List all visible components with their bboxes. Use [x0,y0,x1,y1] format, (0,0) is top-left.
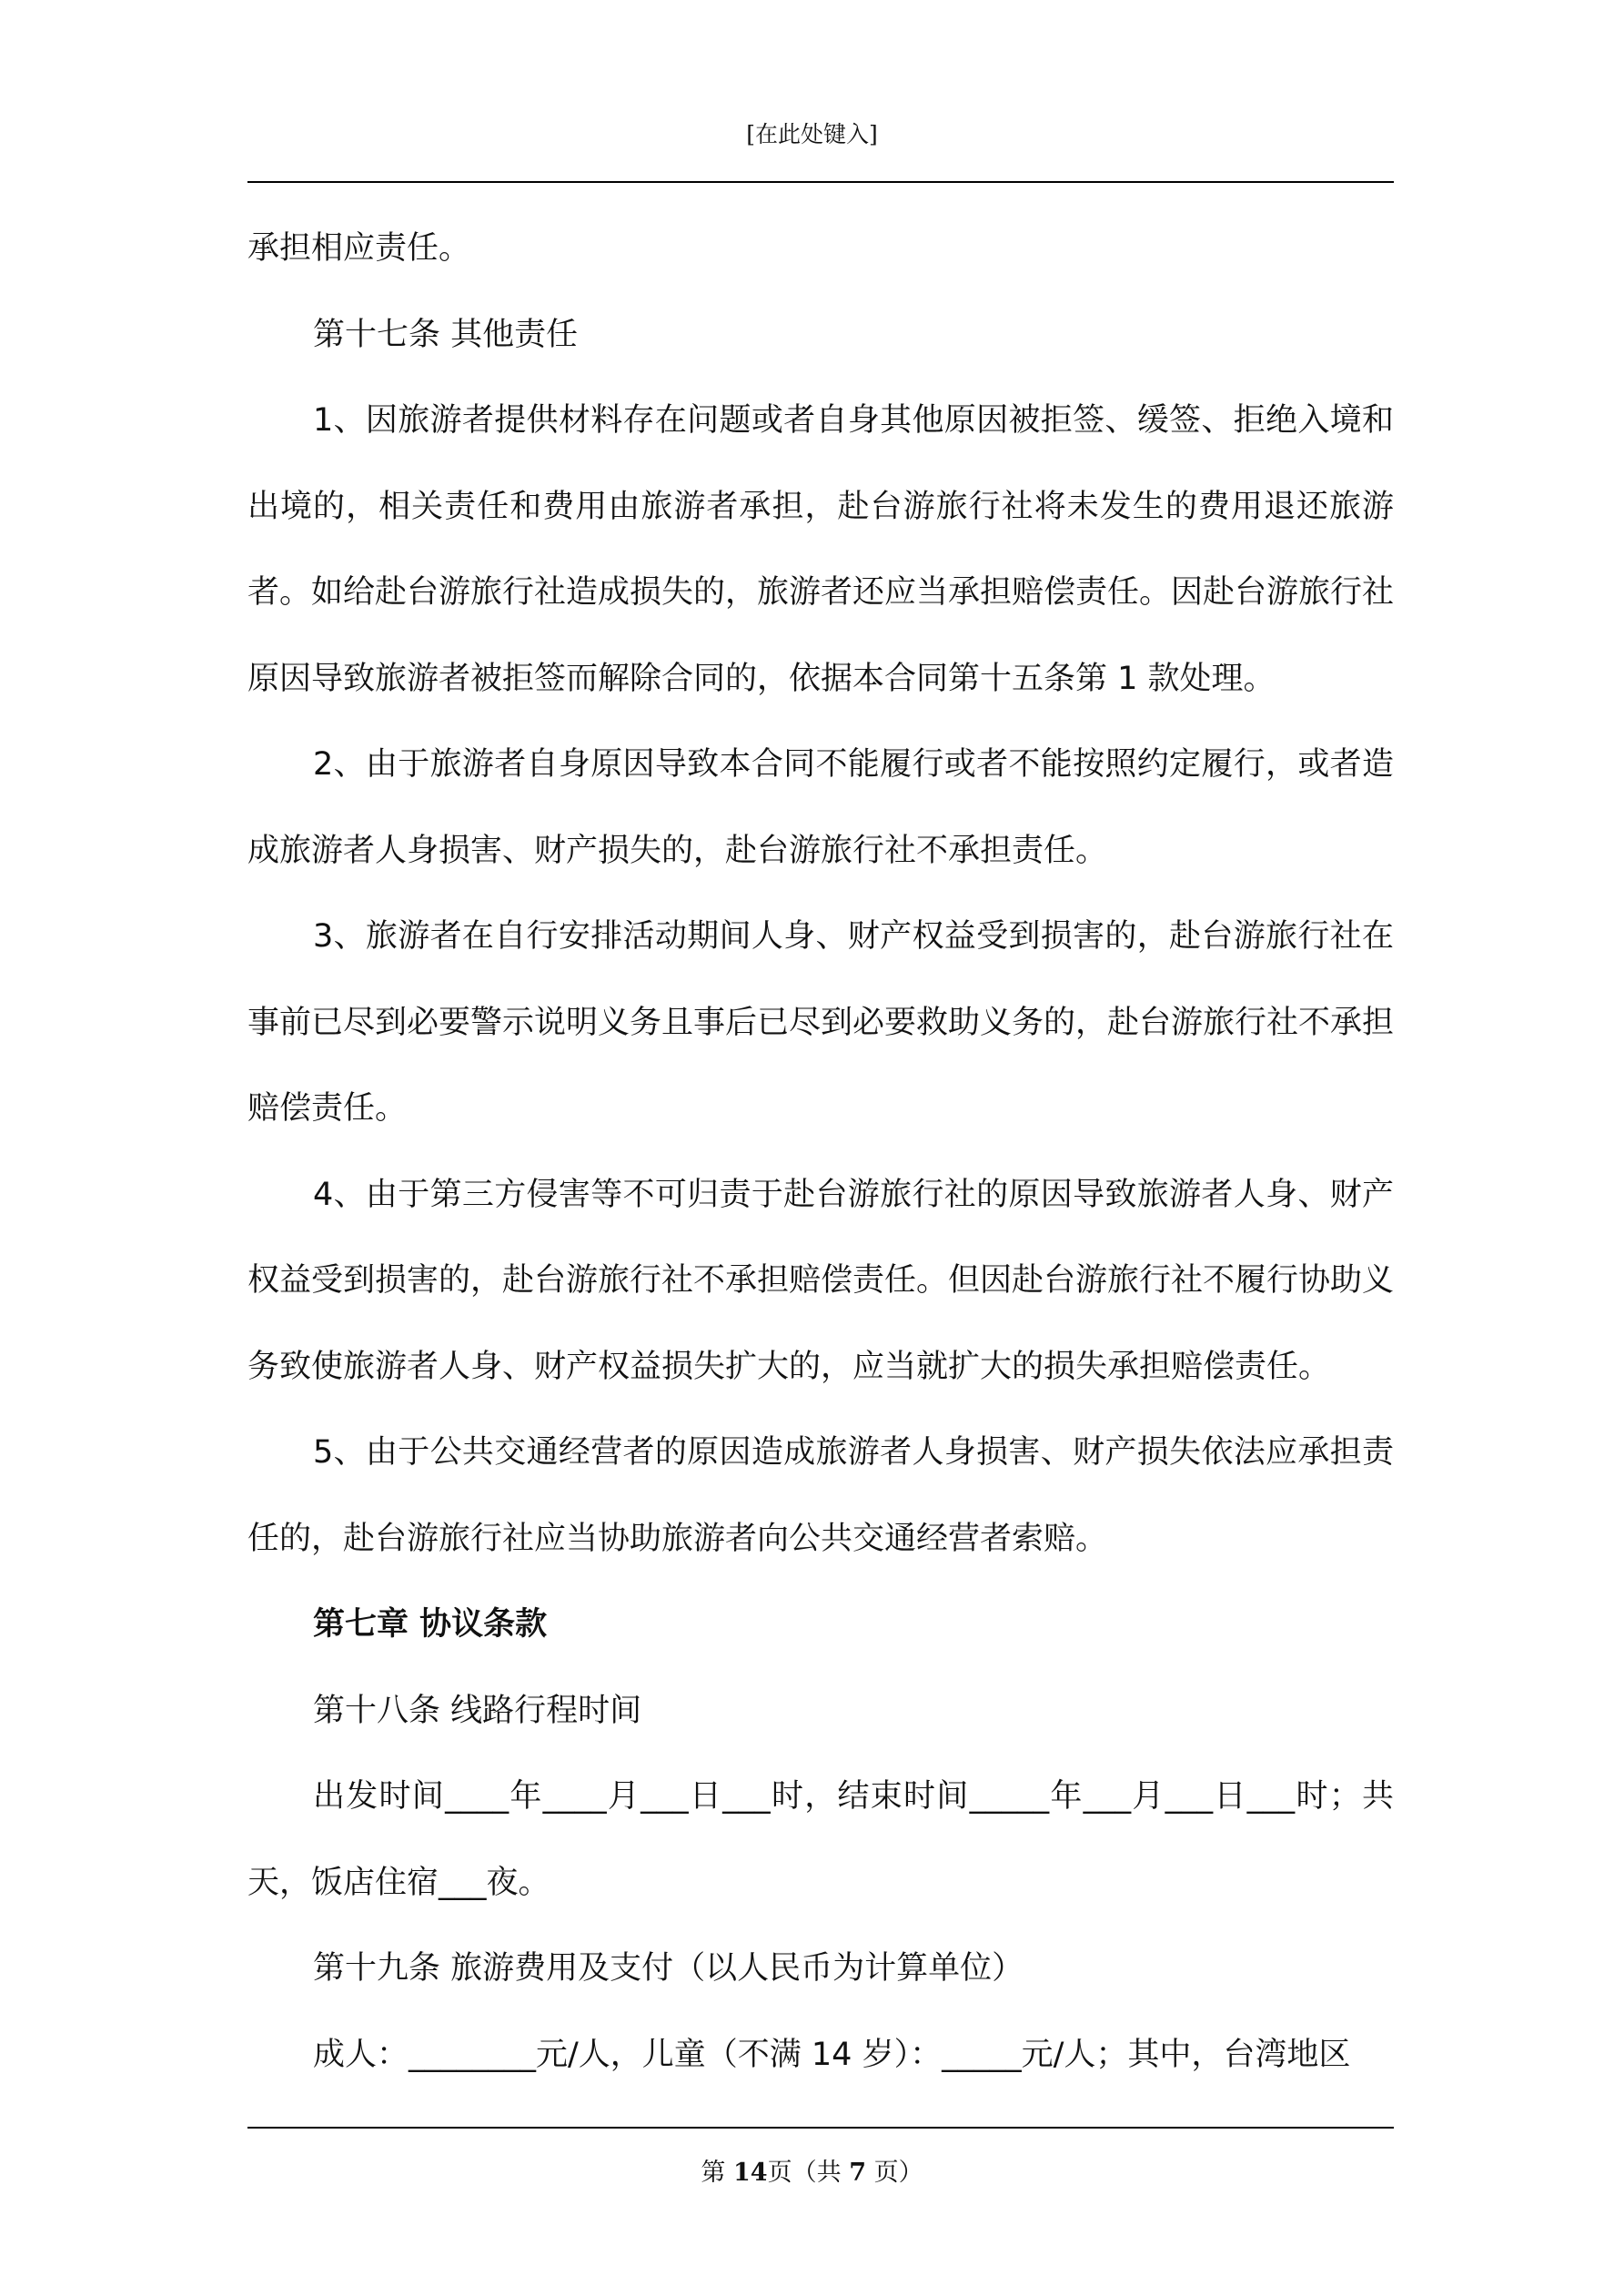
paragraph: 3、旅游者在自行安排活动期间人身、财产权益受到损害的，赴台游旅行社在事前已尽到必要警示说明义务且事后已尽到必要救助义务的，赴台游旅行社不承担赔偿责任。 [247,918,1395,1127]
footer-suffix: 页） [865,2159,923,2187]
article-18-heading: 第十八条 线路行程时间 [313,1692,642,1729]
paragraph: 承担相应责任。 [247,230,471,267]
paragraph: 5、由于公共交通经营者的原因造成旅游者人身损害、财产损失依法应承担责任的，赴台游旅行社应当协助旅游者向公共交通经营者索赔。 [247,1434,1394,1557]
chapter-7-heading: 第七章 协议条款 [313,1606,548,1643]
footer-prefix: 第 [701,2159,734,2187]
header-divider [247,181,1394,183]
page-header: [在此处键入] [746,121,878,147]
paragraph: 1、因旅游者提供材料存在问题或者自身其他原因被拒签、缓签、拒绝入境和出境的，相关责任和费用由旅游者承担，赴台游旅行社将未发生的费用退还旅游者。如给赴台游旅行社造成损失的，旅游者还应当承担赔偿责任。因赴台游旅行社原因导致旅游者被拒签而解除合同的，依据本合同第十五条第 1 款处理。 [247,402,1395,697]
footer-middle: 页（共 [767,2159,850,2187]
paragraph: 2、由于旅游者自身原因导致本合同不能履行或者不能按照约定履行，或者造成旅游者人身损害、财产损失的，赴台游旅行社不承担责任。 [247,746,1394,869]
page-footer [0,2152,1624,2188]
current-page-number: 14 [733,2159,768,2187]
document-body [247,206,1394,2098]
footer-divider [247,2127,1394,2129]
paragraph: 4、由于第三方侵害等不可归责于赴台游旅行社的原因导致旅游者人身、财产权益受到损害的，赴台游旅行社不承担赔偿责任。但因赴台游旅行社不履行协助义务致使旅游者人身、财产权益损失扩大的，应当就扩大的损失承担赔偿责任。 [247,1176,1395,1385]
article-19-heading: 第十九条 旅游费用及支付（以人民币为计算单位） [313,1950,1024,1987]
total-pages-number: 7 [849,2159,866,2187]
article-17-heading: 第十七条 其他责任 [313,316,579,353]
itinerary-time-fill-in: 出发时间____年____月___日___时，结束时间_____年___月___日___时；共天，饭店住宿___夜。 [247,1778,1394,1901]
price-fill-in: 成人：________元/人，儿童（不满 14 岁）：_____元/人；其中，台湾地区 [313,2036,1351,2073]
